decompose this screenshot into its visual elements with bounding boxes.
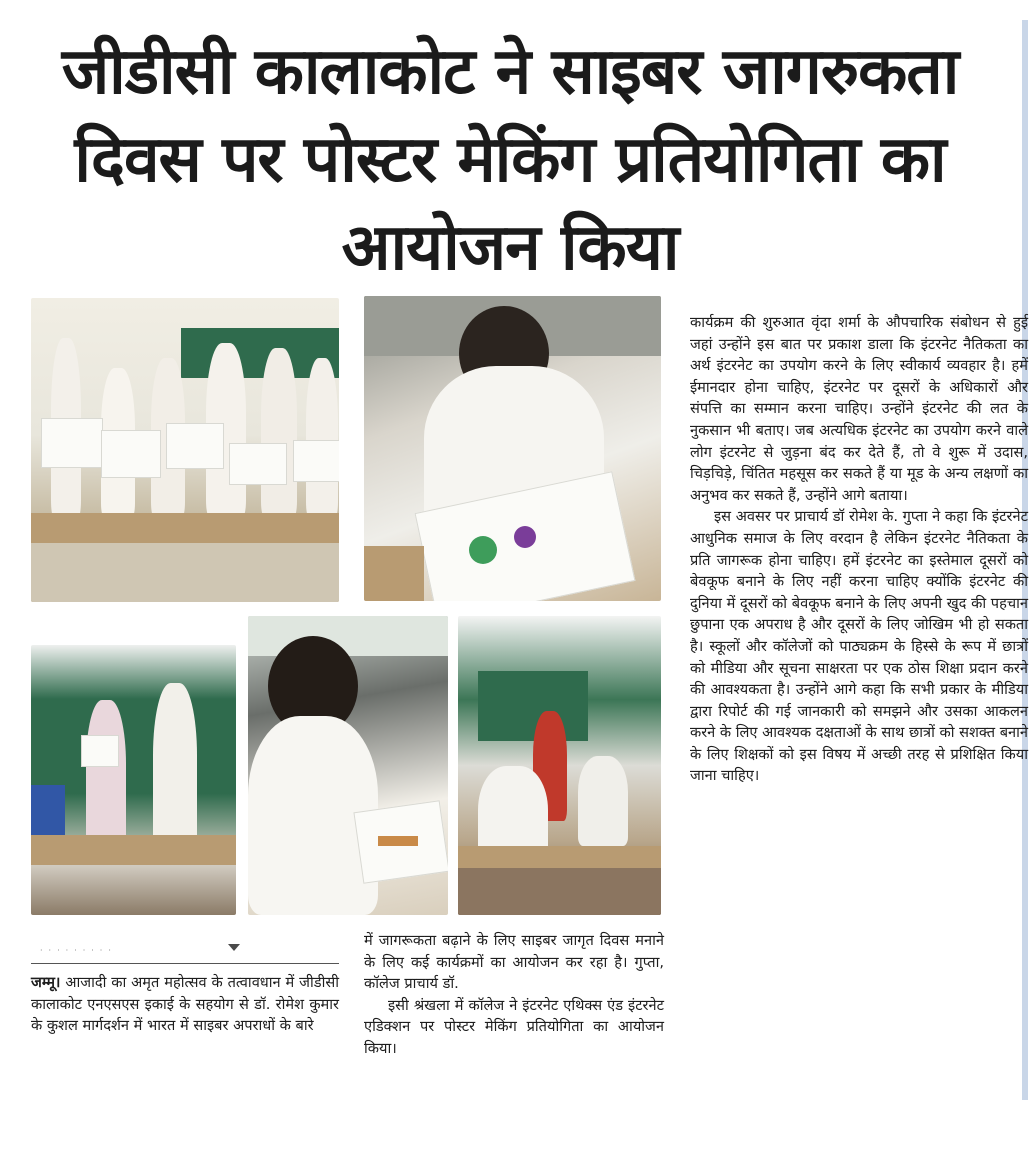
photo-classroom-competition [458, 616, 661, 915]
paragraph: इसी श्रंखला में कॉलेज ने इंटरनेट एथिक्स एंड इंटरनेट एडिक्शन पर पोस्टर मेकिंग प्रतियोगिता का आयोजन किया। [364, 996, 664, 1057]
photo-presenters-near-board [31, 645, 236, 915]
lead-text: आजादी का अमृत महोत्सव के तत्वावधान में जीडीसी कालाकोट एनएसएस इकाई के सहयोग से डॉ. रोमेश कुमार के कुशल मार्गदर्शन में भारत में साइबर अपराधों के बारे [31, 974, 339, 1035]
paragraph: में जागरूकता बढ़ाने के लिए साइबर जागृत दिवस मनाने के लिए कई कार्यक्रमों का आयोजन कर रहा है। गुप्ता, कॉलेज प्राचार्य डॉ. [364, 932, 664, 993]
paragraph: कार्यक्रम की शुरुआत वृंदा शर्मा के औपचारिक संबोधन से हुई जहां उन्होंने इस बात पर प्रकाश डाला कि इंटरनेट नैतिकता का अर्थ इंटरनेट का उपयोग करने के लिए स्वीकार्य व्यवहार है। हमें ईमानदार होना चाहिए, इंटरनेट पर दूसरों के अधिकारों और संपत्ति का सम्मान करना चाहिए। उन्होंने इंटरनेट की लत के नुकसान भी बताए। जब अत्यधिक इंटरनेट का उपयोग करने वाले लोग इंटरनेट से जुड़ना बंद कर देते हैं, तो वे शुरू में उदास, चिड़चिड़े, चिंतित महसूस कर सकते हैं या मूड के अन्य लक्षणों का अनुभव कर सकते हैं, उन्होंने आगे बताया। [690, 314, 1028, 504]
article-column-3 [690, 312, 1028, 787]
article-column-1 [31, 972, 339, 1037]
headline: जीडीसी कालाकोट ने साइबर जागरुकता दिवस पर पोस्टर मेकिंग प्रतियोगिता का आयोजन किया [61, 35, 959, 285]
paragraph: इस अवसर पर प्राचार्य डॉ रोमेश के. गुप्ता ने कहा कि इंटरनेट आधुनिक समाज के लिए वरदान है लेकिन इंटरनेट नैतिकता के प्रति जागरूक होना चाहिए। हमें इंटरनेट का इस्तेमाल दूसरों को बेवकूफ बनाने के लिए नहीं करना चाहिए क्योंकि इंटरनेट की दुनिया में दूसरों को बेवकूफ बनाने के लिए अपनी खुद की पहचान छुपाना एक अपराध है और दूसरों के लिए जोखिम भी हो सकता है। स्कूलों और कॉलेजों को पाठ्यक्रम के हिस्से के रूप में छात्रों को मीडिया और सूचना साक्षरता पर एक ठोस शिक्षा प्रदान करने की आवश्यकता है। उन्होंने आगे कहा कि सभी प्रकार के मीडिया द्वारा रिपोर्ट की गई जानकारी को समझने और उसका आकलन करने के लिए आवश्यक दक्षताओं के साथ छात्रों को सशक्त बनाने के लिए शिक्षकों को इस विषय में अच्छी तरह से प्रशिक्षित किया जाना चाहिए। [690, 508, 1029, 785]
photo-students-holding-posters [31, 298, 339, 602]
column-rule [31, 963, 339, 964]
caption-dashes: ········· [40, 946, 117, 955]
article-column-2 [364, 930, 664, 1060]
dateline: जम्मू। [31, 974, 61, 991]
column-marker [228, 944, 240, 951]
photo-girl-drawing-poster [364, 296, 661, 601]
photo-students-working [248, 616, 448, 915]
lead-paragraph [31, 972, 339, 1037]
